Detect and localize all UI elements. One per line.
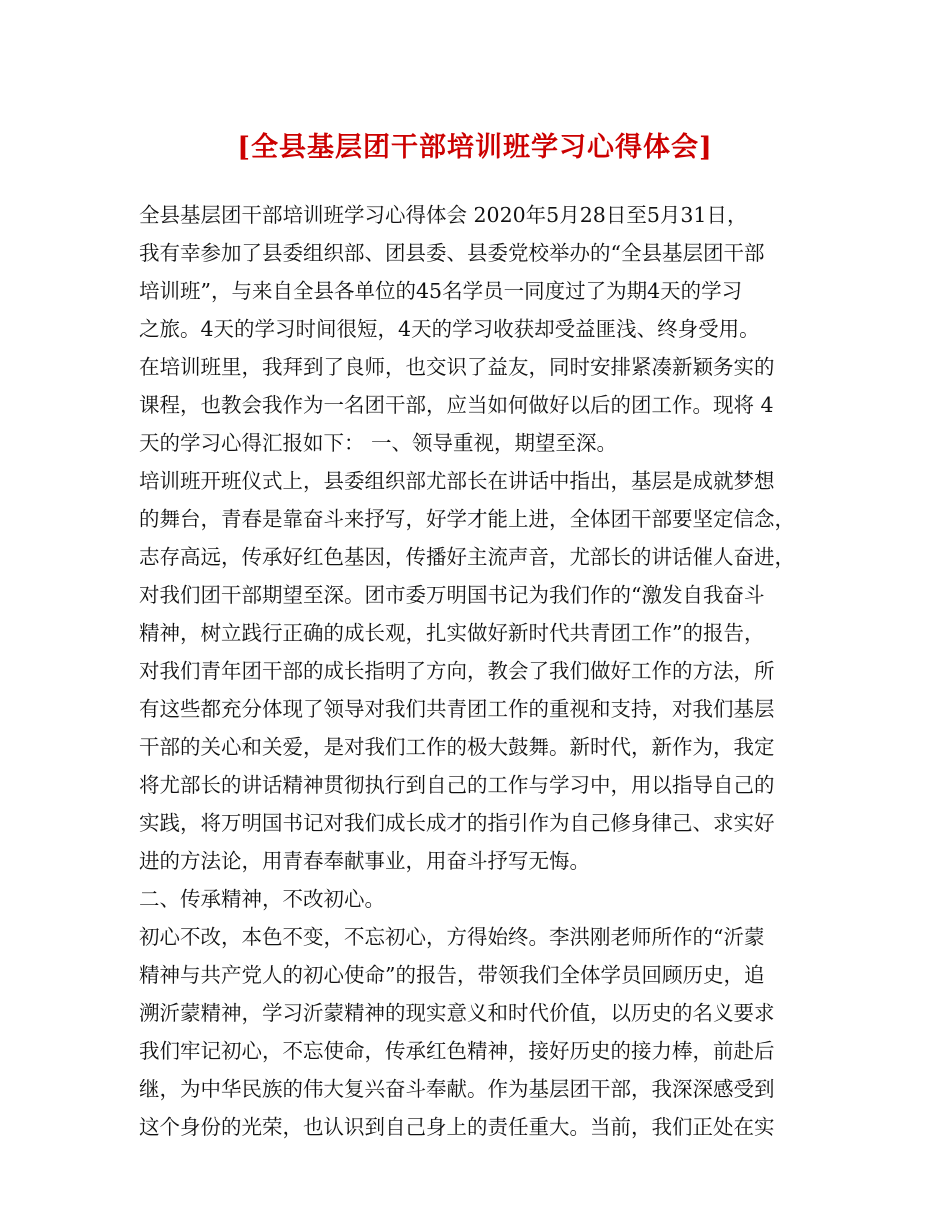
body-line: 精神与共产党人的初心使命”的报告，带领我们全体学员回顾历史，追 (139, 963, 765, 987)
body-line: 对我们团干部期望至深。团市委万明国书记为我们作的“激发自我奋斗 (139, 583, 765, 607)
body-line: 培训班开班仪式上，县委组织部尤部长在讲话中指出，基层是成就梦想 (139, 469, 775, 493)
body-line: 我有幸参加了县委组织部、团县委、县委党校举办的“全县基层团干部 (139, 241, 765, 265)
body-line: 初心不改，本色不变，不忘初心，方得始终。李洪刚老师所作的“沂蒙 (139, 925, 765, 949)
body-line: 我们牢记初心，不忘使命，传承红色精神，接好历史的接力棒，前赴后 (139, 1039, 775, 1063)
body-line: 继，为中华民族的伟大复兴奋斗奉献。作为基层团干部，我深深感受到 (139, 1077, 775, 1101)
body-line: 的舞台，青春是靠奋斗来抒写，好学才能上进，全体团干部要坚定信念， (139, 507, 795, 531)
body-line: 实践，将万明国书记对我们成长成才的指引作为自己修身律己、求实好 (139, 811, 775, 835)
body-line: 在培训班里，我拜到了良师，也交识了益友，同时安排紧凑新颖务实的 (139, 355, 775, 379)
body-line: 全县基层团干部培训班学习心得体会 2020年5月28日至5月31日， (139, 203, 748, 227)
body-line: 之旅。4天的学习时间很短，4天的学习收获却受益匪浅、终身受用。 (139, 317, 760, 341)
body-line: 培训班”，与来自全县各单位的45名学员一同度过了为期4天的学习 (139, 279, 743, 303)
body-line: 二、传承精神，不改初心。 (139, 887, 385, 911)
body-line: 干部的关心和关爱，是对我们工作的极大鼓舞。新时代，新作为，我定 (139, 735, 775, 759)
document-title: [全县基层团干部培训班学习心得体会] (237, 132, 713, 163)
body-line: 志存高远，传承好红色基因，传播好主流声音，尤部长的讲话催人奋进， (139, 545, 795, 569)
document-body (139, 196, 819, 1146)
body-line: 课程，也教会我作为一名团干部，应当如何做好以后的团工作。现将 4 (139, 393, 774, 417)
body-line: 溯沂蒙精神，学习沂蒙精神的现实意义和时代价值，以历史的名义要求 (139, 1001, 775, 1025)
body-line: 对我们青年团干部的成长指明了方向，教会了我们做好工作的方法，所 (139, 659, 775, 683)
body-line: 天的学习心得汇报如下： 一、领导重视，期望至深。 (139, 431, 618, 455)
body-line: 有这些都充分体现了领导对我们共青团工作的重视和支持，对我们基层 (139, 697, 775, 721)
body-line: 精神，树立践行正确的成长观，扎实做好新时代共青团工作”的报告， (139, 621, 765, 645)
body-line: 将尤部长的讲话精神贯彻执行到自己的工作与学习中，用以指导自己的 (139, 773, 775, 797)
body-line: 进的方法论，用青春奉献事业，用奋斗抒写无悔。 (139, 849, 590, 873)
body-line: 这个身份的光荣，也认识到自己身上的责任重大。当前，我们正处在实 (139, 1115, 775, 1139)
